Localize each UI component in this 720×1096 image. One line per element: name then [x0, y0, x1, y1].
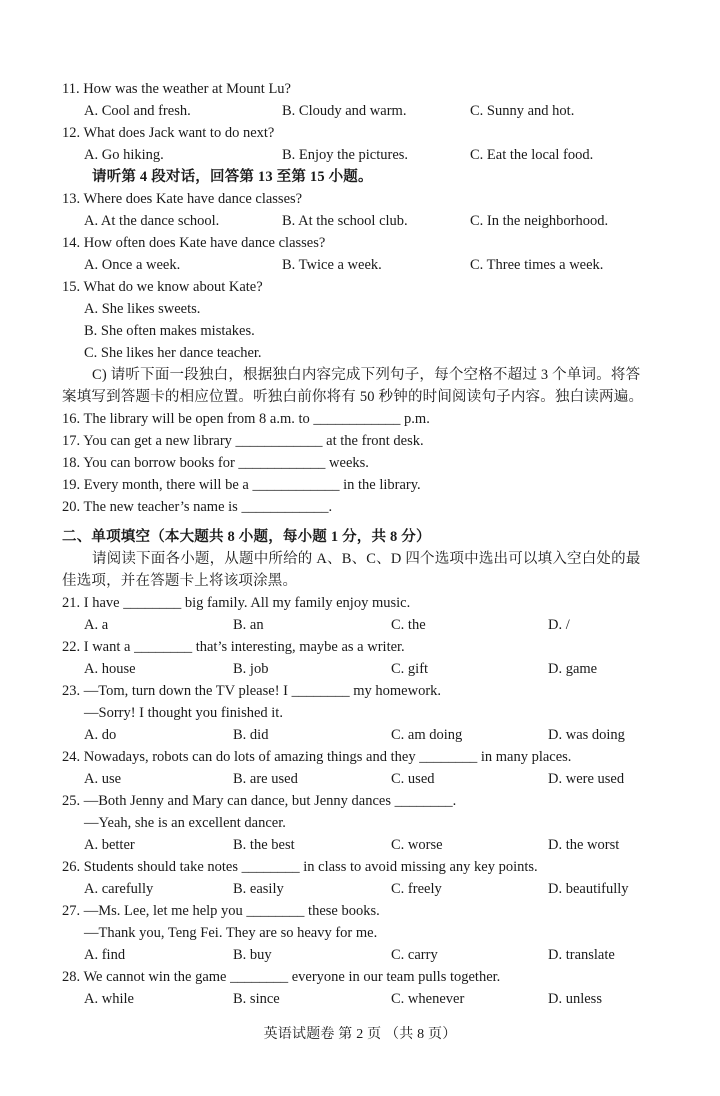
question-16: 16. The library will be open from 8 a.m. to ____________ p.m.	[62, 411, 430, 427]
question-20: 20. The new teacher’s name is ____________.	[62, 499, 333, 515]
question-23-stem-reply: —Sorry! I thought you finished it.	[84, 705, 283, 721]
question-21-option-a: A. a	[84, 617, 109, 633]
page-footer: 英语试题卷 第 2 页 （共 8 页）	[263, 1027, 457, 1042]
question-22-option-a: A. house	[84, 661, 136, 677]
section-c-instruction-line2: 案填写到答题卡的相应位置。听独白前你将有 50 秒钟的时间阅读句子内容。独白读两遍。	[62, 389, 644, 405]
question-27-option-a: A. find	[84, 947, 126, 963]
question-28-option-a: A. while	[84, 991, 134, 1007]
question-15-stem: 15. What do we know about Kate?	[62, 279, 263, 295]
question-26-option-c: C. freely	[391, 881, 442, 897]
question-23-option-c: C. am doing	[391, 727, 463, 743]
question-26-stem: 26. Students should take notes ________ in class to avoid missing any key points.	[62, 859, 538, 875]
question-28-option-c: C. whenever	[391, 991, 465, 1007]
question-22-stem: 22. I want a ________ that’s interesting, maybe as a writer.	[62, 639, 405, 655]
question-11-option-a: A. Cool and fresh.	[84, 103, 191, 119]
question-13-option-c: C. In the neighborhood.	[470, 213, 609, 229]
question-13-option-b: B. At the school club.	[282, 213, 408, 229]
question-21-option-c: C. the	[391, 617, 426, 633]
question-25-stem-reply: —Yeah, she is an excellent dancer.	[84, 815, 286, 831]
question-11-option-b: B. Cloudy and warm.	[282, 103, 407, 119]
question-27-option-c: C. carry	[391, 947, 438, 963]
question-14-option-a: A. Once a week.	[84, 257, 181, 273]
question-13-option-a: A. At the dance school.	[84, 213, 220, 229]
question-23-stem: 23. —Tom, turn down the TV please! I ________ my homework.	[62, 683, 442, 699]
question-24-option-c: C. used	[391, 771, 435, 787]
question-27-stem-reply: —Thank you, Teng Fei. They are so heavy for me.	[84, 925, 378, 941]
question-14-stem: 14. How often does Kate have dance classes?	[62, 235, 326, 251]
question-25-option-a: A. better	[84, 837, 135, 853]
question-27-option-d: D. translate	[548, 947, 615, 963]
part-2-title: 二、单项填空（本大题共 8 小题，每小题 1 分，共 8 分）	[62, 529, 431, 545]
question-11-option-c: C. Sunny and hot.	[470, 103, 575, 119]
question-12-option-c: C. Eat the local food.	[470, 147, 594, 163]
question-23-option-a: A. do	[84, 727, 117, 743]
question-24-option-a: A. use	[84, 771, 122, 787]
question-18: 18. You can borrow books for ____________ weeks.	[62, 455, 369, 471]
question-14-option-b: B. Twice a week.	[282, 257, 382, 273]
question-19: 19. Every month, there will be a ____________ in the library.	[62, 477, 421, 493]
question-28-stem: 28. We cannot win the game ________ everyone in our team pulls together.	[62, 969, 501, 985]
question-26-option-b: B. easily	[233, 881, 284, 897]
question-28-option-b: B. since	[233, 991, 280, 1007]
question-24-stem: 24. Nowadays, robots can do lots of amazing things and they ________ in many places.	[62, 749, 572, 765]
part-2-instruction-line2: 佳选项，并在答题卡上将该项涂黑。	[62, 573, 298, 589]
question-12-option-b: B. Enjoy the pictures.	[282, 147, 409, 163]
question-17: 17. You can get a new library ____________ at the front desk.	[62, 433, 424, 449]
dialogue-4-instruction: 请听第 4 段对话，回答第 13 至第 15 小题。	[92, 169, 373, 185]
question-24-option-b: B. are used	[233, 771, 298, 787]
question-26-option-d: D. beautifully	[548, 881, 629, 897]
question-12-stem: 12. What does Jack want to do next?	[62, 125, 275, 141]
question-15-option-a: A. She likes sweets.	[84, 301, 201, 317]
question-26-option-a: A. carefully	[84, 881, 154, 897]
question-21-stem: 21. I have ________ big family. All my family enjoy music.	[62, 595, 411, 611]
question-14-option-c: C. Three times a week.	[470, 257, 604, 273]
question-25-option-d: D. the worst	[548, 837, 620, 853]
question-21-option-d: D. /	[548, 617, 570, 633]
question-15-option-c: C. She likes her dance teacher.	[84, 345, 262, 361]
question-22-option-b: B. job	[233, 661, 269, 677]
question-15-option-b: B. She often makes mistakes.	[84, 323, 255, 339]
question-24-option-d: D. were used	[548, 771, 625, 787]
section-c-instruction-line1: C) 请听下面一段独白，根据独白内容完成下列句子，每个空格不超过 3 个单词。将答	[92, 367, 641, 383]
question-12-option-a: A. Go hiking.	[84, 147, 164, 163]
question-21-option-b: B. an	[233, 617, 264, 633]
question-23-option-d: D. was doing	[548, 727, 625, 743]
part-2-instruction-line1: 请阅读下面各小题，从题中所给的 A、B、C、D 四个选项中选出可以填入空白处的最	[92, 551, 641, 567]
question-25-option-c: C. worse	[391, 837, 443, 853]
question-25-option-b: B. the best	[233, 837, 295, 853]
question-22-option-d: D. game	[548, 661, 598, 677]
question-28-option-d: D. unless	[548, 991, 602, 1007]
question-27-option-b: B. buy	[233, 947, 272, 963]
question-25-stem: 25. —Both Jenny and Mary can dance, but Jenny dances ________.	[62, 793, 457, 809]
question-13-stem: 13. Where does Kate have dance classes?	[62, 191, 303, 207]
question-23-option-b: B. did	[233, 727, 269, 743]
question-27-stem: 27. —Ms. Lee, let me help you ________ these books.	[62, 903, 380, 919]
question-11-stem: 11. How was the weather at Mount Lu?	[62, 81, 291, 97]
question-22-option-c: C. gift	[391, 661, 429, 677]
